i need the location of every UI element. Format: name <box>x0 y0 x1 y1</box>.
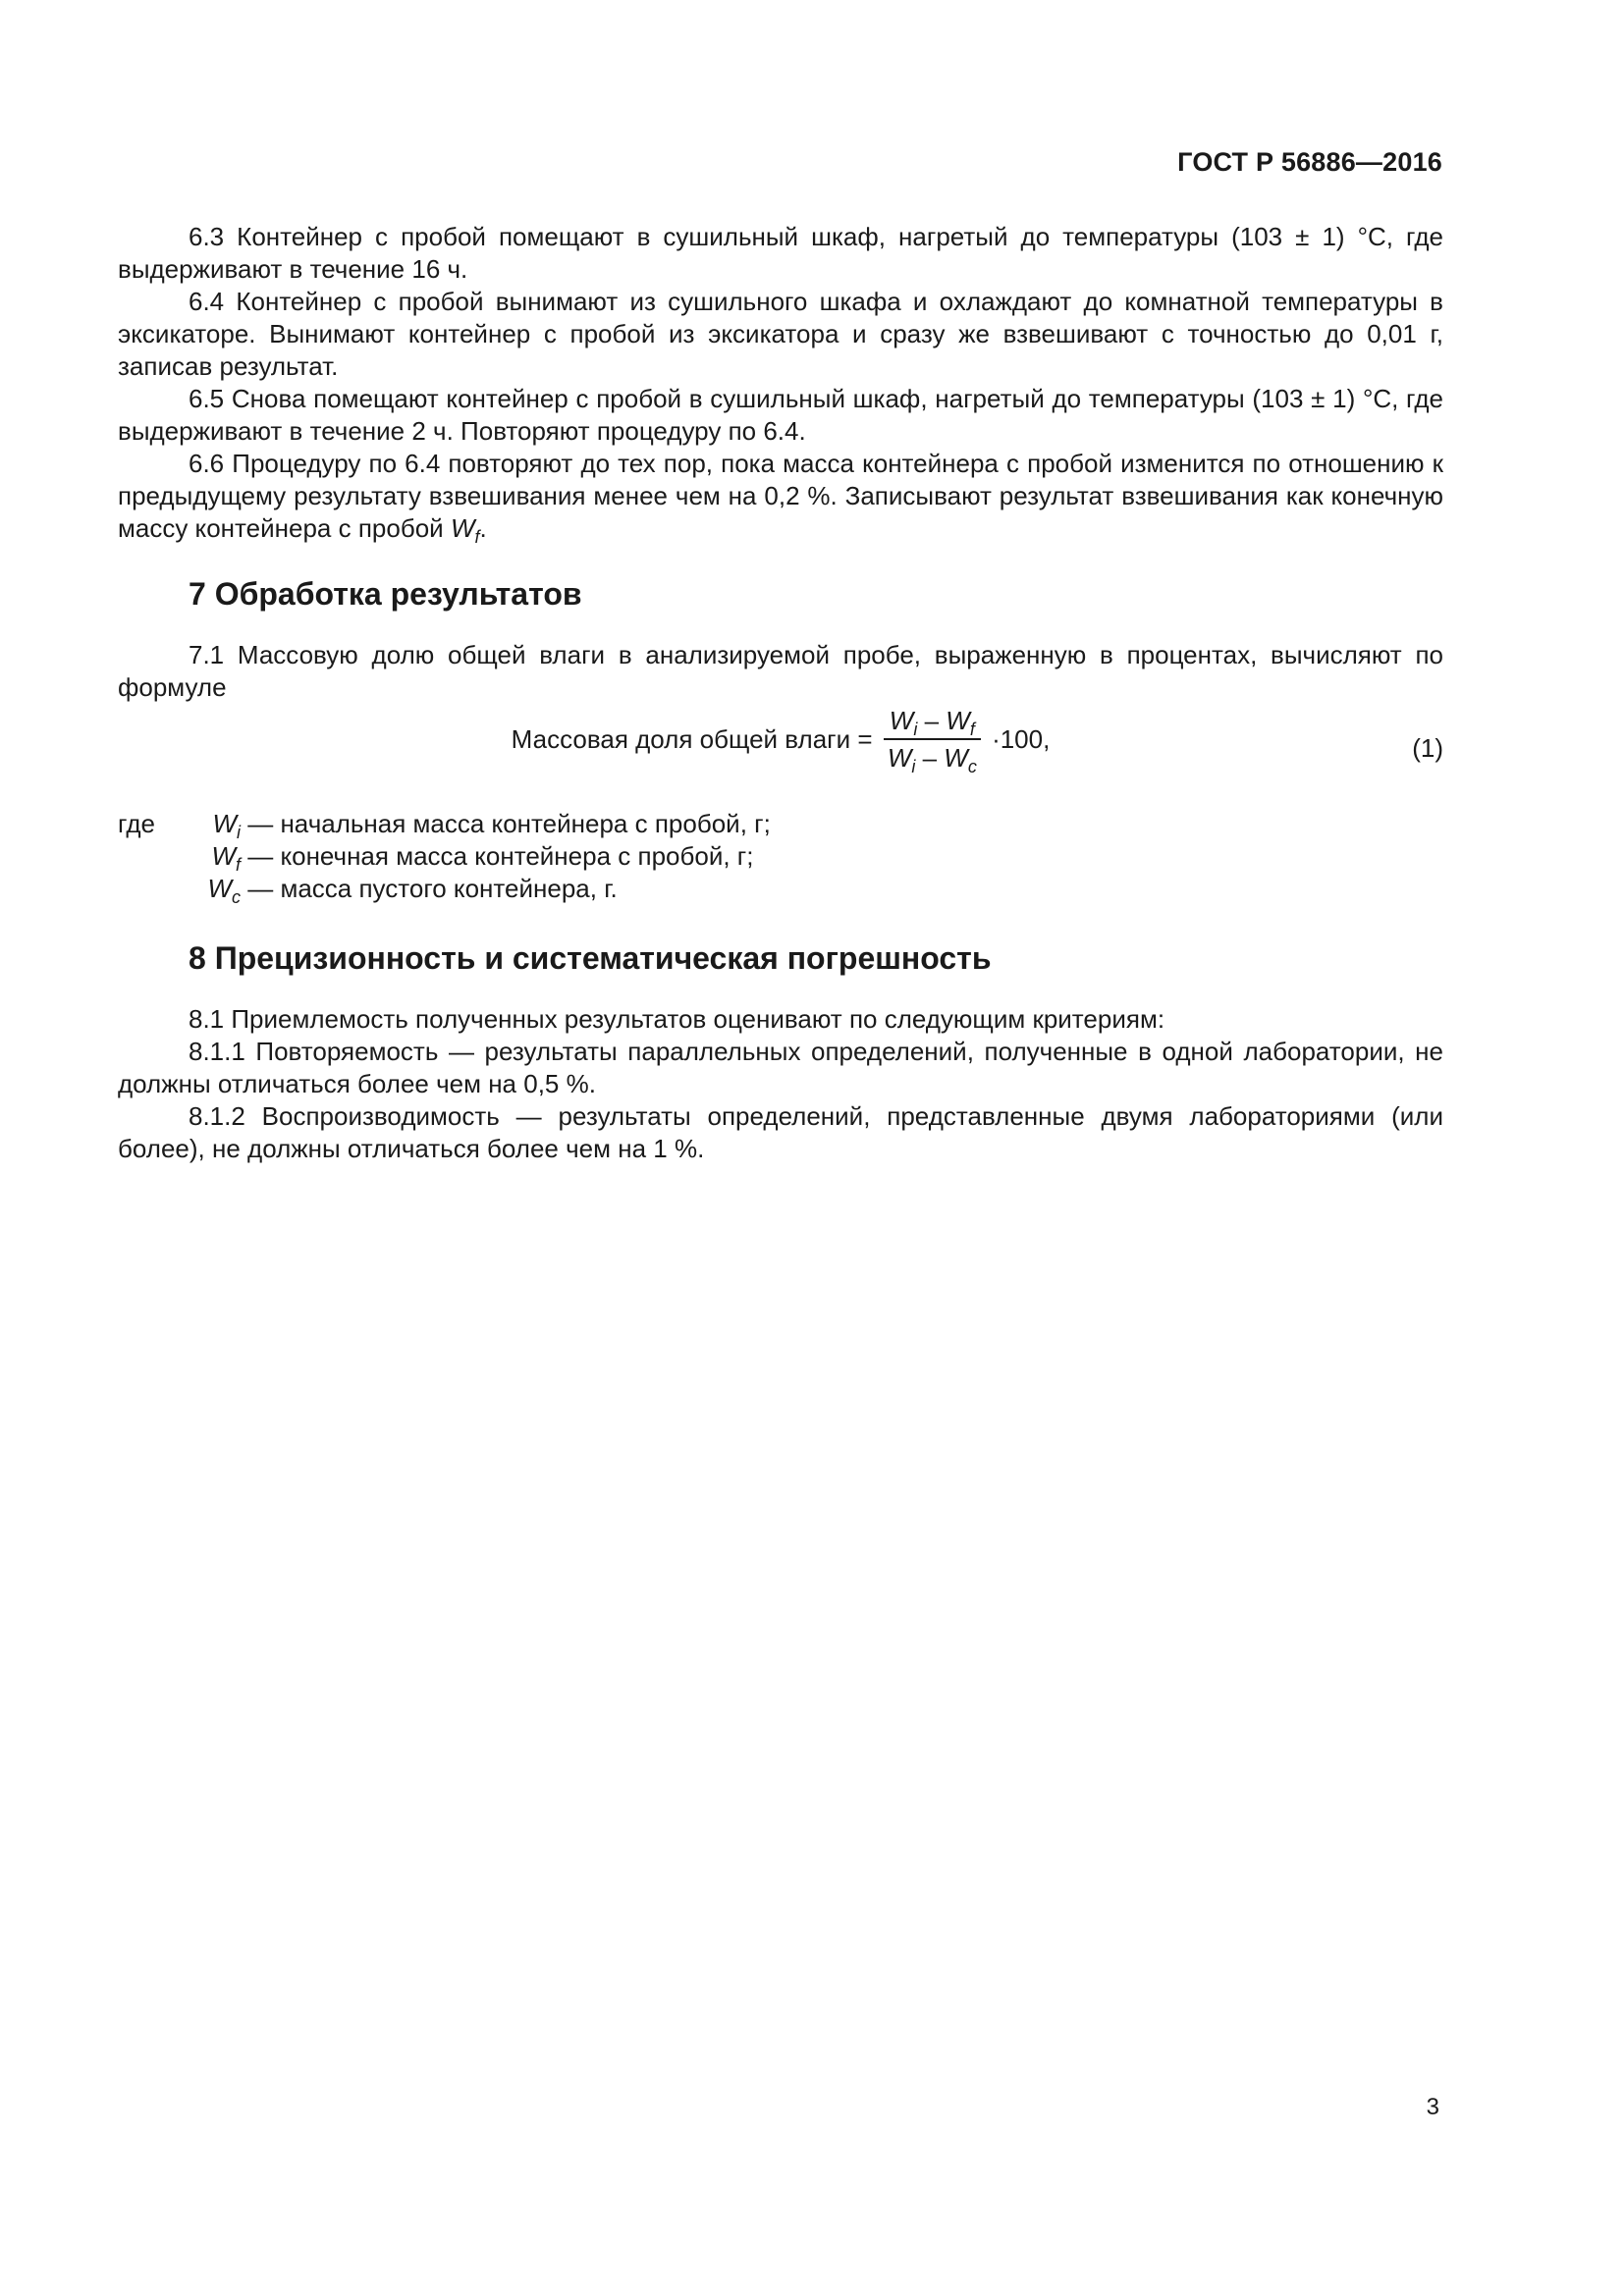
definition-symbol-subscript: f <box>235 855 241 875</box>
formula-lhs: Массовая доля общей влаги = <box>511 723 873 754</box>
num-sub-b: f <box>969 720 975 739</box>
definition-row <box>118 873 1443 905</box>
definition-symbol <box>118 840 241 873</box>
symbol-subscript: f <box>474 527 480 547</box>
definition-symbol-letter: W <box>211 841 236 871</box>
definition-text: — масса пустого контейнера, г. <box>241 874 618 903</box>
definition-prefix: где <box>118 809 155 838</box>
definition-text: — конечная масса контейнера с пробой, г; <box>241 841 754 871</box>
paragraph-6-6-end: . <box>479 513 487 543</box>
definition-symbol-letter: W <box>207 874 232 903</box>
formula-1 <box>118 706 1443 792</box>
formula-expression <box>118 706 1443 776</box>
paragraph-8-1-2: 8.1.2 Воспроизводимость — результаты определений, представленные двумя лабораториями (или более), не должны отличаться более чем на 1 %. <box>118 1101 1443 1163</box>
definition-symbol <box>118 873 241 905</box>
fraction-denominator <box>884 740 981 776</box>
den-sub-b: c <box>967 757 977 776</box>
fraction-numerator <box>884 706 981 740</box>
den-operator: – <box>915 743 945 773</box>
section-8-title: 8 Прецизионность и систематическая погрешность <box>189 940 992 976</box>
den-sub-a: i <box>911 757 916 776</box>
paragraph-7-1: 7.1 Массовую долю общей влаги в анализируемой пробе, выраженную в процентах, вычисляют по формуле <box>118 640 1443 702</box>
den-symbol-a: W <box>887 743 912 773</box>
definition-row <box>118 840 1443 873</box>
formula-multiplier: ·100, <box>992 723 1051 754</box>
num-sub-a: i <box>913 720 918 739</box>
formula-fraction <box>884 706 981 776</box>
definition-symbol-letter: W <box>212 809 237 838</box>
paragraph-8-1-1: 8.1.1 Повторяемость — результаты параллельных определений, полученные в одной лаборатории, не должны отличаться более чем на 0,5 %. <box>118 1037 1443 1098</box>
formula-definitions <box>118 808 1443 905</box>
page-content <box>118 221 1443 1165</box>
page-number: 3 <box>1426 2094 1439 2120</box>
num-symbol-b: W <box>946 706 970 735</box>
formula-number: (1) <box>1412 733 1443 763</box>
paragraph-6-6 <box>118 448 1443 545</box>
num-symbol-a: W <box>889 706 914 735</box>
paragraph-6-6-text: 6.6 Процедуру по 6.4 повторяют до тех пор, пока масса контейнера с пробой изменится по отношению к предыдущему результату взвешивания менее чем на 0,2 %. Записывают результат взвешивания как конечную массу контейнера с пробой <box>118 449 1443 543</box>
den-symbol-b: W <box>944 743 968 773</box>
num-operator: – <box>917 706 947 735</box>
paragraph-8-1: 8.1 Приемлемость полученных результатов оценивают по следующим критериям: <box>189 1004 1165 1034</box>
definition-row <box>118 808 1443 840</box>
document-number-header: ГОСТ Р 56886—2016 <box>1177 147 1442 177</box>
symbol-w: W <box>450 513 475 543</box>
paragraph-6-3: 6.3 Контейнер с пробой помещают в сушильный шкаф, нагретый до температуры (103 ± 1) °С, где выдерживают в течение 16 ч. <box>118 222 1443 284</box>
definition-symbol-subscript: i <box>237 823 241 842</box>
paragraph-6-5: 6.5 Снова помещают контейнер с пробой в сушильный шкаф, нагретый до температуры (103 ± 1) °С, где выдерживают в течение 2 ч. Повторяют процедуру по 6.4. <box>118 384 1443 446</box>
section-7-title: 7 Обработка результатов <box>189 576 582 612</box>
definition-symbol-subscript: c <box>232 887 241 907</box>
definition-text: — начальная масса контейнера с пробой, г; <box>241 809 771 838</box>
paragraph-6-4: 6.4 Контейнер с пробой вынимают из сушильного шкафа и охлаждают до комнатной температуры в эксикаторе. Вынимают контейнер с пробой из эксикатора и сразу же взвешивают с точностью до 0,01 г, записав результат. <box>118 287 1443 381</box>
